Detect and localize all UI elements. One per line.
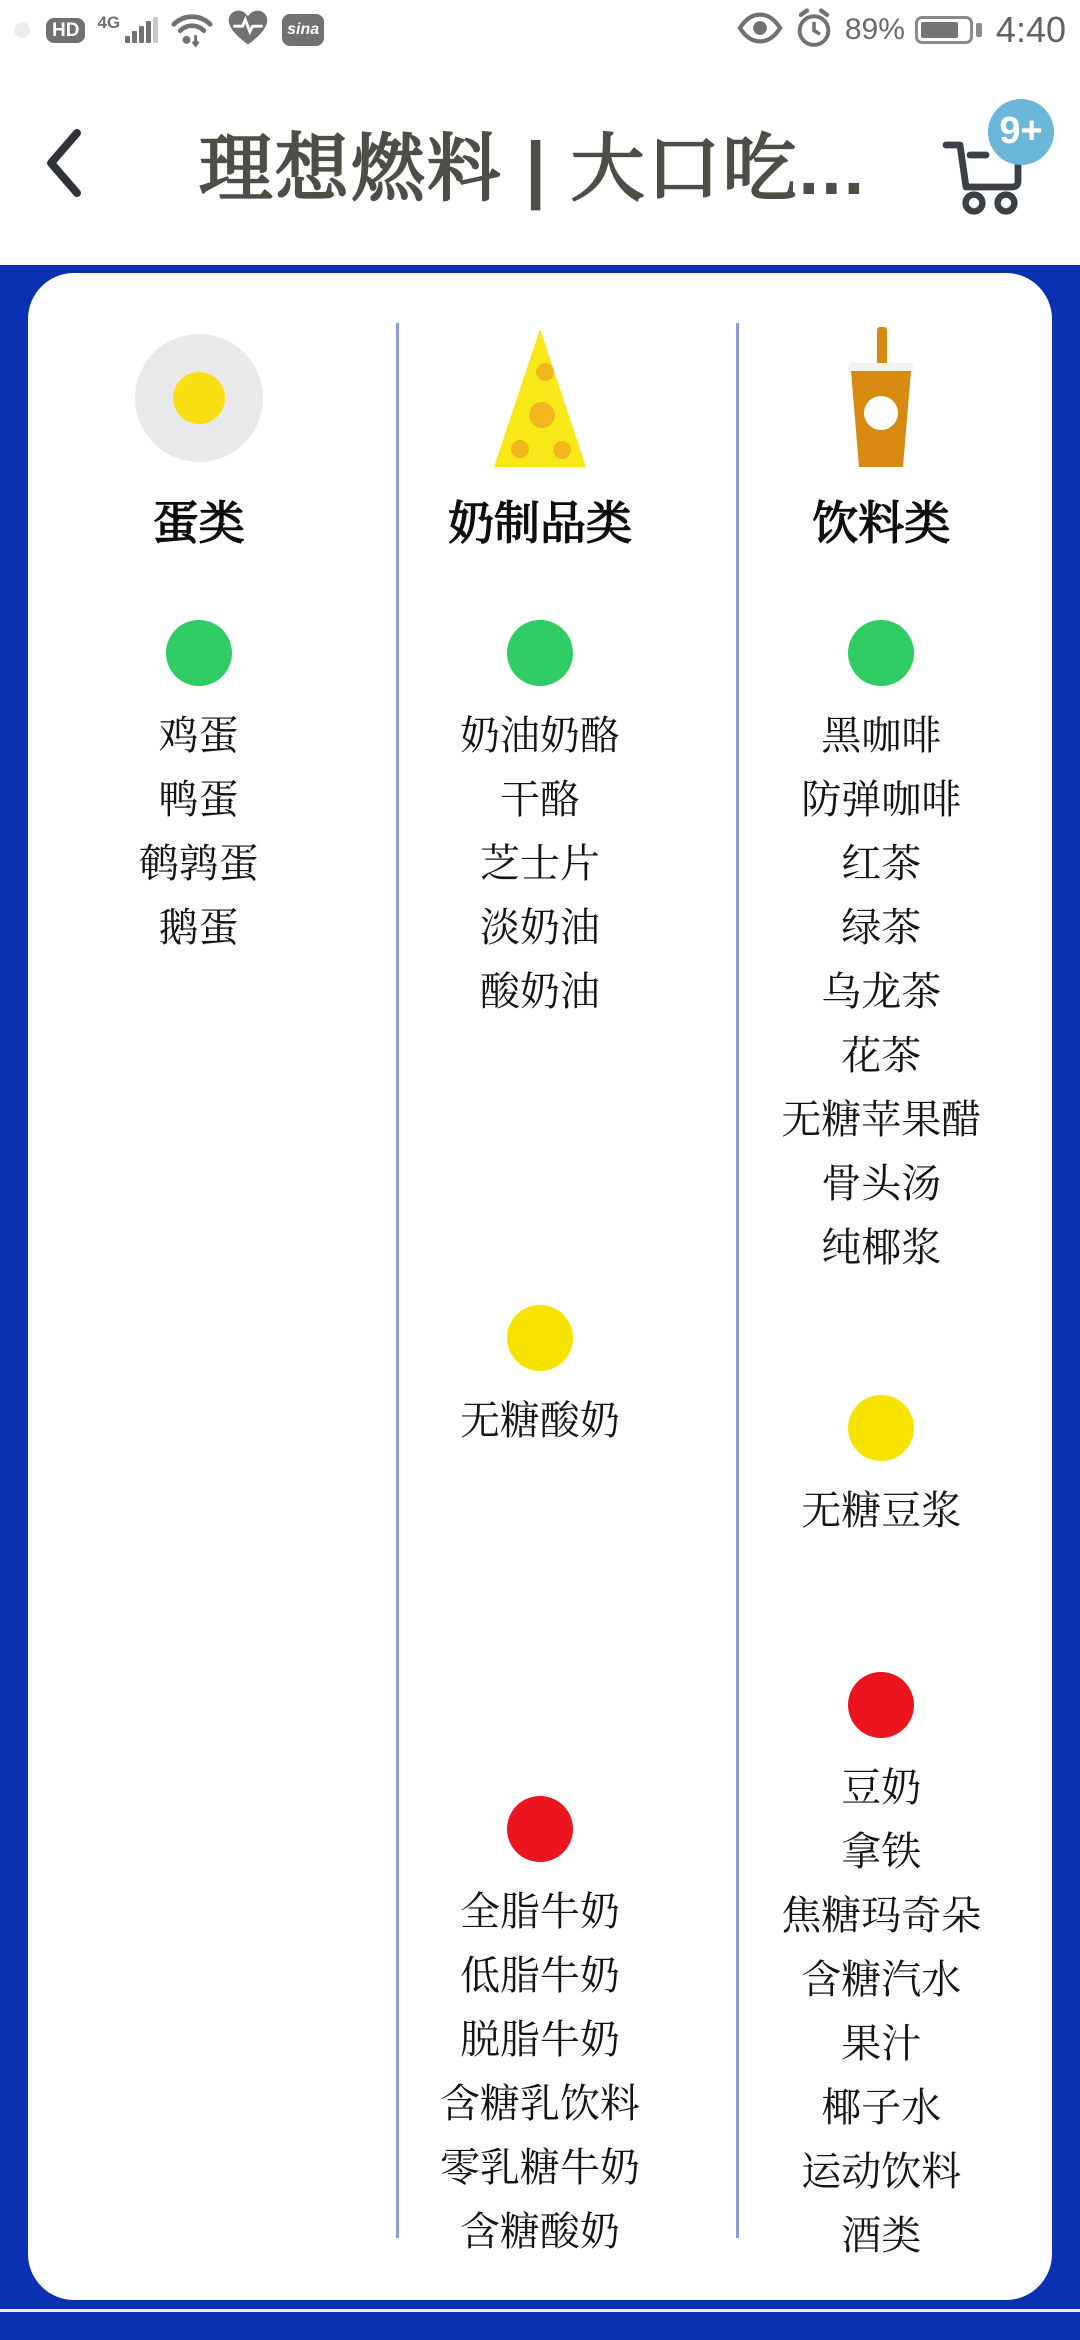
battery-nub [976, 23, 982, 37]
category-label: 饮料类 [812, 497, 951, 549]
camera-cutout [14, 22, 30, 38]
food-item: 花茶 [841, 1034, 922, 1078]
food-item: 纯椰浆 [821, 1226, 942, 1270]
red-section [781, 1672, 981, 2268]
page-title: 理想燃料 | 大口吃... [198, 126, 867, 210]
column-divider [736, 323, 739, 2238]
food-item: 含糖酸奶 [459, 2210, 620, 2254]
food-item: 黑咖啡 [821, 714, 942, 758]
food-item: 焦糖玛奇朵 [781, 1894, 982, 1938]
red-dot [507, 1796, 573, 1862]
alarm-icon [793, 7, 835, 54]
back-button[interactable] [30, 118, 100, 208]
green-dot [507, 620, 573, 686]
app-header [0, 60, 1080, 265]
food-item: 果汁 [841, 2022, 922, 2066]
health-heart-icon [226, 7, 270, 54]
food-item: 拿铁 [841, 1830, 922, 1874]
hd-icon: HD [46, 18, 85, 43]
footer-divider [0, 2309, 1080, 2312]
status-bar [0, 0, 1080, 60]
food-item: 椰子水 [821, 2086, 942, 2130]
food-item: 无糖豆浆 [801, 1489, 962, 1533]
egg-icon [135, 323, 263, 473]
cart-button[interactable] [940, 93, 1050, 233]
food-item: 乌龙茶 [821, 970, 942, 1014]
food-item: 酒类 [841, 2214, 922, 2258]
green-dot [166, 620, 232, 686]
yellow-dot [507, 1305, 573, 1371]
red-dot [848, 1672, 914, 1738]
food-item: 奶油奶酪 [459, 714, 620, 758]
food-item: 酸奶油 [479, 970, 600, 1014]
column-divider [396, 323, 399, 2238]
green-dot [848, 620, 914, 686]
battery-icon [915, 16, 973, 44]
category-label: 蛋类 [152, 497, 245, 549]
cheese-icon [490, 323, 590, 473]
food-item: 豆奶 [841, 1766, 922, 1810]
green-section [440, 620, 640, 1024]
status-time: 4:40 [995, 9, 1066, 50]
yellow-section [781, 1395, 981, 1543]
battery-percent: 89% [844, 13, 905, 46]
content-area [0, 265, 1080, 2340]
drink-icon [835, 323, 927, 473]
food-item: 鸭蛋 [158, 778, 239, 822]
food-item: 淡奶油 [479, 906, 600, 950]
red-section [440, 1796, 640, 2264]
food-item: 骨头汤 [821, 1162, 942, 1206]
food-item: 鹌鹑蛋 [138, 842, 259, 886]
wifi-icon [170, 8, 214, 53]
food-item: 绿茶 [841, 906, 922, 950]
cart-badge: 9+ [988, 99, 1054, 165]
food-item: 鸡蛋 [158, 714, 239, 758]
category-label: 奶制品类 [447, 497, 632, 549]
food-item: 含糖汽水 [801, 1958, 962, 2002]
green-section [139, 620, 259, 960]
column-eggs [28, 273, 369, 2300]
food-item: 芝士片 [479, 842, 600, 886]
food-item: 零乳糖牛奶 [439, 2146, 640, 2190]
food-item: 干酪 [499, 778, 580, 822]
column-drinks [711, 273, 1052, 2300]
food-item: 全脂牛奶 [459, 1890, 620, 1934]
column-dairy [369, 273, 710, 2300]
food-item: 低脂牛奶 [459, 1954, 620, 1998]
green-section [781, 620, 981, 1280]
yellow-dot [848, 1395, 914, 1461]
food-category-card [28, 273, 1052, 2300]
food-item: 红茶 [841, 842, 922, 886]
food-item: 含糖乳饮料 [439, 2082, 640, 2126]
yellow-section [440, 1305, 640, 1453]
food-item: 运动饮料 [801, 2150, 962, 2194]
cellular-signal-icon: 4G [97, 17, 158, 43]
food-item: 脱脂牛奶 [459, 2018, 620, 2062]
sina-icon: sina [282, 14, 324, 46]
food-item: 鹅蛋 [158, 906, 239, 950]
eye-icon [737, 11, 783, 50]
food-item: 防弹咖啡 [801, 778, 962, 822]
food-item: 无糖苹果醋 [781, 1098, 982, 1142]
food-item: 无糖酸奶 [459, 1399, 620, 1443]
